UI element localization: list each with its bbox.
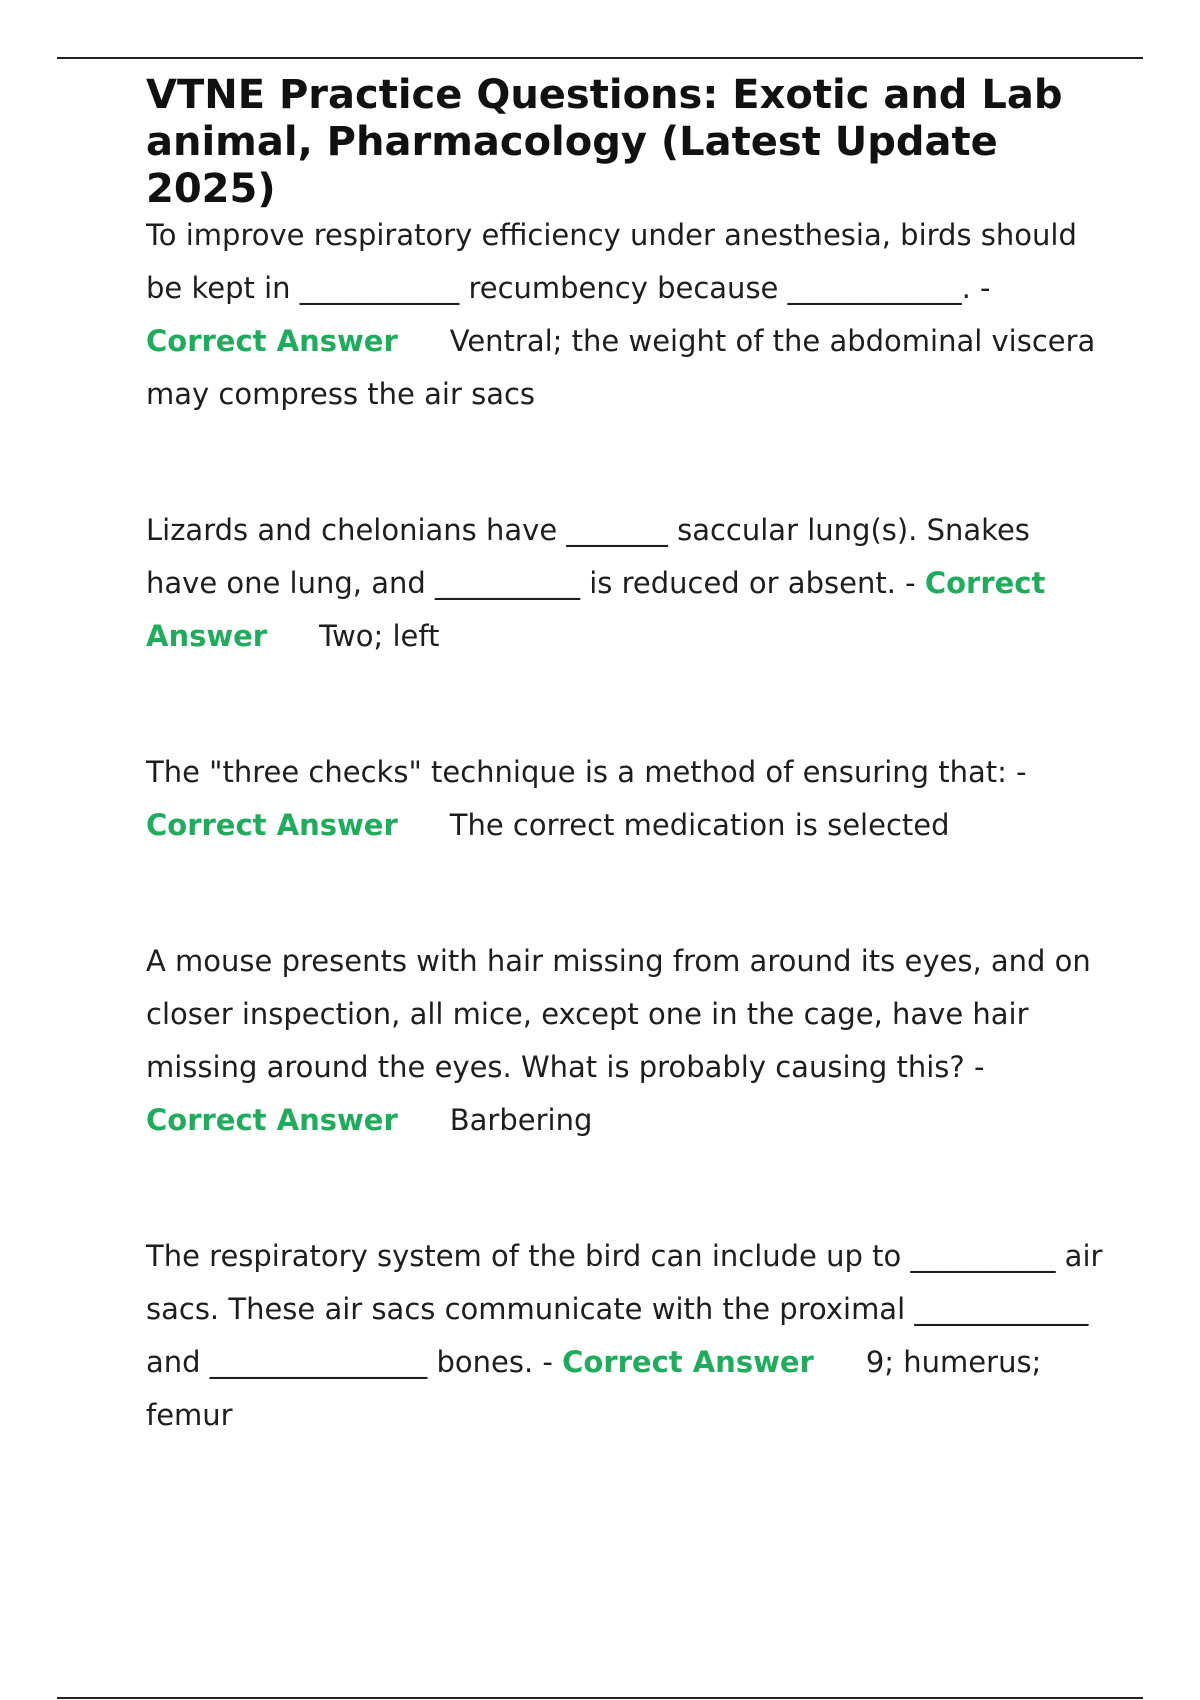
question-text: Lizards and chelonians have _______ saccular lung(s). Snakes have one lung, and __________ is reduced or absent. -	[146, 513, 1030, 600]
answer-text: Two; left	[319, 619, 440, 653]
answer-text: 9; humerus; femur	[146, 1345, 1042, 1432]
answer-text: The correct medication is selected	[449, 808, 950, 842]
bottom-divider	[57, 1697, 1143, 1699]
question-text: To improve respiratory efficiency under anesthesia, birds should be kept in ___________ recumbency because ____________. -	[146, 218, 1077, 305]
question-text: The "three checks" technique is a method of ensuring that: -	[146, 755, 1027, 789]
correct-answer-label: Correct Answer	[562, 1345, 814, 1379]
answer-text: Barbering	[449, 1103, 593, 1137]
answer-text: Ventral; the weight of the abdominal viscera may compress the air sacs	[146, 324, 1096, 411]
correct-answer-label: Correct Answer	[146, 324, 398, 358]
qa-item	[146, 746, 1106, 852]
correct-answer-label: Correct Answer	[146, 808, 398, 842]
question-text: A mouse presents with hair missing from around its eyes, and on closer inspection, all mice, except one in the cage, have hair missing around the eyes. What is probably causing this? -	[146, 944, 1091, 1084]
correct-answer-label: Correct Answer	[146, 566, 1046, 653]
qa-item	[146, 209, 1106, 421]
qa-item	[146, 935, 1106, 1147]
qa-item	[146, 1230, 1106, 1442]
question-text: The respiratory system of the bird can include up to __________ air sacs. These air sacs communicate with the proximal ____________ and _______________ bones. -	[146, 1239, 1103, 1379]
document-body	[146, 72, 1106, 1442]
document-title: VTNE Practice Questions: Exotic and Lab animal, Pharmacology (Latest Update 2025)	[146, 72, 1063, 212]
correct-answer-label: Correct Answer	[146, 1103, 398, 1137]
qa-item	[146, 504, 1106, 663]
top-divider	[57, 57, 1143, 59]
